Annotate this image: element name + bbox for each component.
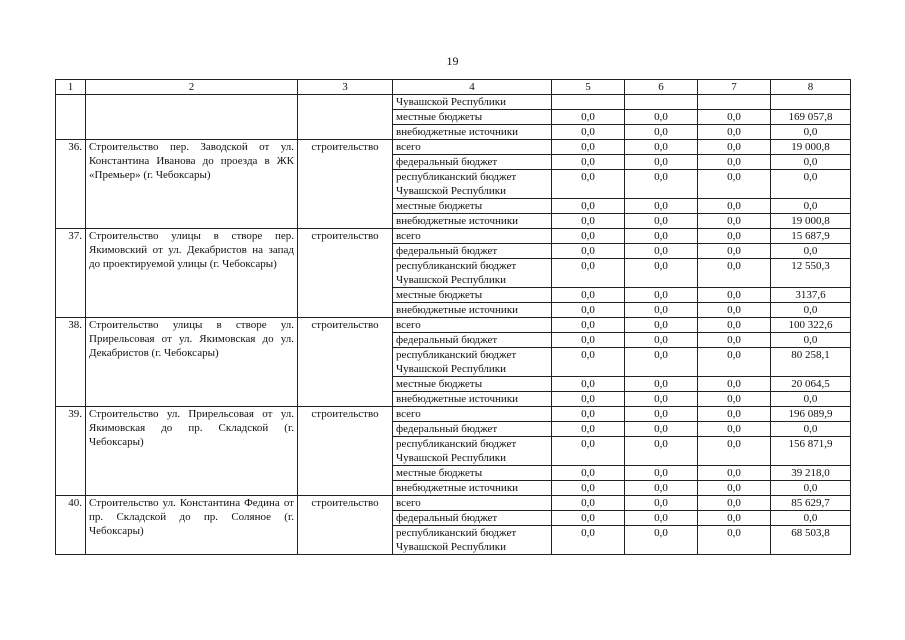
item-number: 40. <box>56 496 86 555</box>
value-cell-8: 19 000,8 <box>771 140 851 155</box>
value-cell-6: 0,0 <box>625 110 698 125</box>
value-cell-6: 0,0 <box>625 199 698 214</box>
value-cell-6: 0,0 <box>625 481 698 496</box>
value-cell-6: 0,0 <box>625 259 698 288</box>
funding-source: федеральный бюджет <box>393 511 552 526</box>
item-name: Строительство пер. Заводской от ул. Константина Иванова до проезда в ЖК «Премьер» (г. Чебоксары) <box>86 140 298 229</box>
funding-source: внебюджетные источники <box>393 303 552 318</box>
funding-source: местные бюджеты <box>393 288 552 303</box>
funding-source: всего <box>393 140 552 155</box>
value-cell-8: 196 089,9 <box>771 407 851 422</box>
funding-source: федеральный бюджет <box>393 422 552 437</box>
value-cell-6: 0,0 <box>625 511 698 526</box>
header-cell-2: 2 <box>86 80 298 95</box>
value-cell-8: 0,0 <box>771 170 851 199</box>
value-cell-5: 0,0 <box>552 110 625 125</box>
value-cell-8: 100 322,6 <box>771 318 851 333</box>
value-cell-8: 80 258,1 <box>771 348 851 377</box>
value-cell-5: 0,0 <box>552 481 625 496</box>
value-cell-7: 0,0 <box>698 466 771 481</box>
funding-source: всего <box>393 229 552 244</box>
header-cell-3: 3 <box>298 80 393 95</box>
item-number: 36. <box>56 140 86 229</box>
value-cell-8: 0,0 <box>771 511 851 526</box>
value-cell-5: 0,0 <box>552 318 625 333</box>
table-row <box>56 407 851 422</box>
value-cell-6: 0,0 <box>625 496 698 511</box>
value-cell-7: 0,0 <box>698 481 771 496</box>
value-cell-8: 169 057,8 <box>771 110 851 125</box>
value-cell-7: 0,0 <box>698 170 771 199</box>
value-cell-7: 0,0 <box>698 437 771 466</box>
value-cell-6: 0,0 <box>625 437 698 466</box>
funding-source: всего <box>393 318 552 333</box>
item-type: строительство <box>298 229 393 318</box>
funding-source: федеральный бюджет <box>393 155 552 170</box>
value-cell-6: 0,0 <box>625 214 698 229</box>
value-cell-5: 0,0 <box>552 199 625 214</box>
value-cell-8: 15 687,9 <box>771 229 851 244</box>
value-cell-6: 0,0 <box>625 422 698 437</box>
funding-source: федеральный бюджет <box>393 244 552 259</box>
value-cell-7: 0,0 <box>698 288 771 303</box>
item-type <box>298 95 393 140</box>
value-cell-7: 0,0 <box>698 125 771 140</box>
header-row <box>56 80 851 95</box>
item-name: Строительство улицы в створе пер. Якимовский от ул. Декабристов на запад до проектируемой улицы (г. Чебоксары) <box>86 229 298 318</box>
value-cell-6: 0,0 <box>625 348 698 377</box>
value-cell-6: 0,0 <box>625 377 698 392</box>
value-cell-7: 0,0 <box>698 333 771 348</box>
value-cell-6 <box>625 95 698 110</box>
value-cell-8: 68 503,8 <box>771 526 851 555</box>
value-cell-8: 0,0 <box>771 333 851 348</box>
item-type: строительство <box>298 140 393 229</box>
header-cell-6: 6 <box>625 80 698 95</box>
funding-source: всего <box>393 407 552 422</box>
value-cell-6: 0,0 <box>625 288 698 303</box>
budget-table <box>55 79 851 555</box>
value-cell-8: 0,0 <box>771 125 851 140</box>
value-cell-5: 0,0 <box>552 229 625 244</box>
value-cell-8: 0,0 <box>771 155 851 170</box>
value-cell-7: 0,0 <box>698 392 771 407</box>
value-cell-5: 0,0 <box>552 170 625 199</box>
value-cell-6: 0,0 <box>625 125 698 140</box>
value-cell-5: 0,0 <box>552 496 625 511</box>
value-cell-7: 0,0 <box>698 377 771 392</box>
value-cell-6: 0,0 <box>625 303 698 318</box>
funding-source: всего <box>393 496 552 511</box>
value-cell-8: 85 629,7 <box>771 496 851 511</box>
value-cell-8: 20 064,5 <box>771 377 851 392</box>
funding-source: внебюджетные источники <box>393 481 552 496</box>
header-cell-5: 5 <box>552 80 625 95</box>
value-cell-5: 0,0 <box>552 244 625 259</box>
value-cell-5: 0,0 <box>552 333 625 348</box>
value-cell-7: 0,0 <box>698 526 771 555</box>
value-cell-6: 0,0 <box>625 244 698 259</box>
value-cell-7: 0,0 <box>698 348 771 377</box>
funding-source: республиканский бюджет Чувашской Республики <box>393 526 552 555</box>
value-cell-7: 0,0 <box>698 303 771 318</box>
header-cell-8: 8 <box>771 80 851 95</box>
value-cell-7: 0,0 <box>698 214 771 229</box>
table-row <box>56 496 851 511</box>
item-name: Строительство ул. Прирельсовая от ул. Якимовская до пр. Складской (г. Чебоксары) <box>86 407 298 496</box>
funding-source: федеральный бюджет <box>393 333 552 348</box>
value-cell-6: 0,0 <box>625 407 698 422</box>
value-cell-7: 0,0 <box>698 110 771 125</box>
header-cell-1: 1 <box>56 80 86 95</box>
value-cell-8: 0,0 <box>771 244 851 259</box>
value-cell-7: 0,0 <box>698 496 771 511</box>
table-row <box>56 140 851 155</box>
item-type: строительство <box>298 407 393 496</box>
value-cell-5: 0,0 <box>552 526 625 555</box>
value-cell-6: 0,0 <box>625 229 698 244</box>
value-cell-5: 0,0 <box>552 140 625 155</box>
page-number: 19 <box>446 54 459 68</box>
value-cell-7: 0,0 <box>698 155 771 170</box>
value-cell-5: 0,0 <box>552 392 625 407</box>
value-cell-7: 0,0 <box>698 199 771 214</box>
value-cell-5: 0,0 <box>552 511 625 526</box>
value-cell-7: 0,0 <box>698 229 771 244</box>
value-cell-5: 0,0 <box>552 288 625 303</box>
value-cell-7 <box>698 95 771 110</box>
funding-source: внебюджетные источники <box>393 214 552 229</box>
value-cell-8: 39 218,0 <box>771 466 851 481</box>
funding-source: местные бюджеты <box>393 377 552 392</box>
value-cell-7: 0,0 <box>698 318 771 333</box>
item-number: 38. <box>56 318 86 407</box>
value-cell-8 <box>771 95 851 110</box>
value-cell-7: 0,0 <box>698 244 771 259</box>
funding-source: республиканский бюджет Чувашской Республики <box>393 437 552 466</box>
value-cell-6: 0,0 <box>625 170 698 199</box>
value-cell-8: 0,0 <box>771 422 851 437</box>
value-cell-7: 0,0 <box>698 259 771 288</box>
funding-source: республиканский бюджет Чувашской Республики <box>393 170 552 199</box>
value-cell-6: 0,0 <box>625 140 698 155</box>
value-cell-6: 0,0 <box>625 526 698 555</box>
value-cell-5: 0,0 <box>552 422 625 437</box>
value-cell-5: 0,0 <box>552 214 625 229</box>
value-cell-5: 0,0 <box>552 155 625 170</box>
value-cell-7: 0,0 <box>698 511 771 526</box>
value-cell-5: 0,0 <box>552 437 625 466</box>
value-cell-6: 0,0 <box>625 392 698 407</box>
table-row <box>56 318 851 333</box>
item-name <box>86 95 298 140</box>
value-cell-8: 0,0 <box>771 303 851 318</box>
item-type: строительство <box>298 496 393 555</box>
item-number: 39. <box>56 407 86 496</box>
funding-source: местные бюджеты <box>393 110 552 125</box>
value-cell-8: 0,0 <box>771 392 851 407</box>
value-cell-5 <box>552 95 625 110</box>
value-cell-8: 12 550,3 <box>771 259 851 288</box>
value-cell-5: 0,0 <box>552 303 625 318</box>
value-cell-5: 0,0 <box>552 377 625 392</box>
value-cell-5: 0,0 <box>552 125 625 140</box>
table-row <box>56 95 851 110</box>
value-cell-8: 156 871,9 <box>771 437 851 466</box>
value-cell-6: 0,0 <box>625 333 698 348</box>
value-cell-5: 0,0 <box>552 407 625 422</box>
value-cell-8: 0,0 <box>771 481 851 496</box>
value-cell-6: 0,0 <box>625 318 698 333</box>
value-cell-8: 19 000,8 <box>771 214 851 229</box>
table-row <box>56 229 851 244</box>
item-number: 37. <box>56 229 86 318</box>
value-cell-5: 0,0 <box>552 466 625 481</box>
item-name: Строительство ул. Константина Федина от пр. Складской до пр. Соляное (г. Чебоксары) <box>86 496 298 555</box>
value-cell-6: 0,0 <box>625 466 698 481</box>
value-cell-7: 0,0 <box>698 422 771 437</box>
item-name: Строительство улицы в створе ул. Прирельсовая от ул. Якимовская до ул. Декабристов (г. Чебоксары) <box>86 318 298 407</box>
funding-source: местные бюджеты <box>393 466 552 481</box>
funding-source: Чувашской Республики <box>393 95 552 110</box>
funding-source: внебюджетные источники <box>393 125 552 140</box>
funding-source: республиканский бюджет Чувашской Республики <box>393 259 552 288</box>
funding-source: местные бюджеты <box>393 199 552 214</box>
value-cell-8: 3137,6 <box>771 288 851 303</box>
value-cell-5: 0,0 <box>552 259 625 288</box>
funding-source: республиканский бюджет Чувашской Республики <box>393 348 552 377</box>
item-number <box>56 95 86 140</box>
funding-source: внебюджетные источники <box>393 392 552 407</box>
item-type: строительство <box>298 318 393 407</box>
value-cell-6: 0,0 <box>625 155 698 170</box>
header-cell-4: 4 <box>393 80 552 95</box>
value-cell-5: 0,0 <box>552 348 625 377</box>
header-cell-7: 7 <box>698 80 771 95</box>
value-cell-7: 0,0 <box>698 140 771 155</box>
value-cell-7: 0,0 <box>698 407 771 422</box>
value-cell-8: 0,0 <box>771 199 851 214</box>
